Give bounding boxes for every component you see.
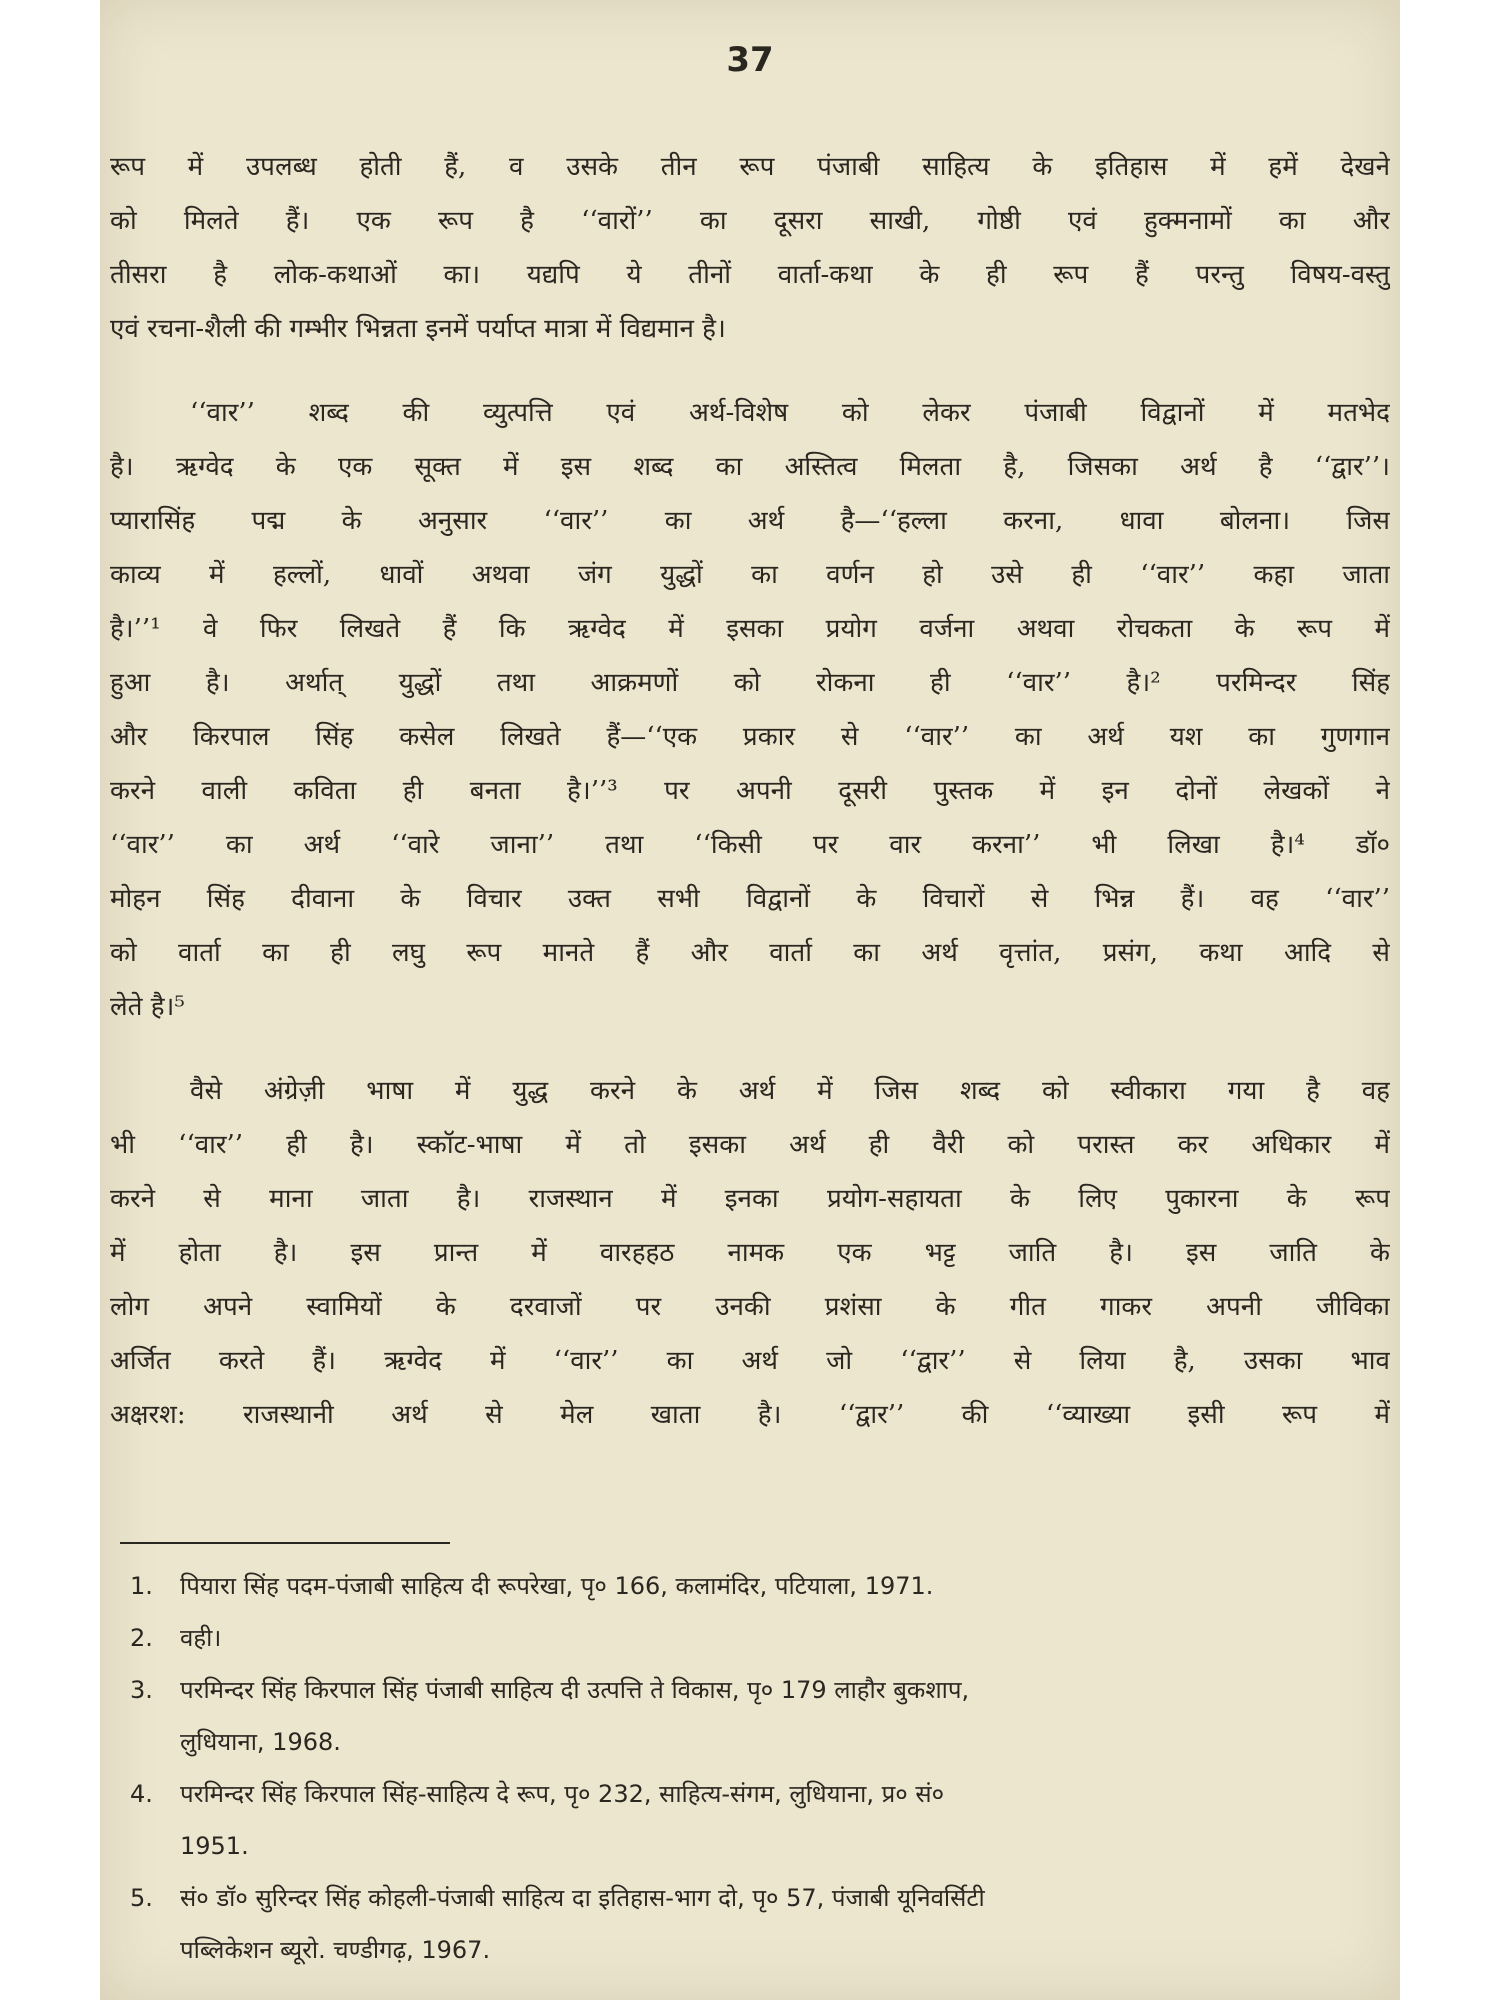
text-line: अर्जित करते हैं। ऋग्वेद में ‘‘वार’’ का अर्थ जो ‘‘द्वार’’ से लिया है, उसका भाव: [110, 1346, 1390, 1376]
footnote-number: 4.: [130, 1780, 153, 1808]
paragraph: [110, 386, 1390, 1034]
footnote: [130, 1768, 1400, 1872]
footnotes: [130, 1560, 1400, 1976]
footnote-text: परमिन्दर सिंह किरपाल सिंह पंजाबी साहित्य दी उत्पत्ति ते विकास, पृ० 179 लाहौर बुकशाप,: [180, 1676, 970, 1704]
footnote: [130, 1664, 1400, 1768]
text-line: करने वाली कविता ही बनता है।’’³ पर अपनी दूसरी पुस्तक में इन दोनों लेखकों ने: [110, 776, 1390, 806]
book-page: [100, 0, 1400, 2000]
page-number: 37: [726, 40, 774, 80]
text-line: को मिलते हैं। एक रूप है ‘‘वारों’’ का दूसरा साखी, गोष्ठी एवं हुक्मनामों का और: [110, 206, 1390, 236]
text-line: और किरपाल सिंह कसेल लिखते हैं—‘‘एक प्रकार से ‘‘वार’’ का अर्थ यश का गुणगान: [110, 722, 1390, 752]
text-line: है। ऋग्वेद के एक सूक्त में इस शब्द का अस्तित्व मिलता है, जिसका अर्थ है ‘‘द्वार’’।: [110, 452, 1390, 482]
footnote-divider: [120, 1542, 450, 1544]
text-line: तीसरा है लोक-कथाओं का। यद्यपि ये तीनों वार्ता-कथा के ही रूप हैं परन्तु विषय-वस्तु: [110, 260, 1390, 290]
text-line: रूप में उपलब्ध होती हैं, व उसके तीन रूप पंजाबी साहित्य के इतिहास में हमें देखने: [110, 152, 1390, 182]
footnote-number: 5.: [130, 1884, 153, 1912]
body-text: [110, 140, 1390, 1442]
footnote-text: लुधियाना, 1968.: [180, 1728, 341, 1756]
text-line: अक्षरश: राजस्थानी अर्थ से मेल खाता है। ‘‘द्वार’’ की ‘‘व्याख्या इसी रूप में: [110, 1400, 1390, 1430]
text-line: काव्य में हल्लों, धावों अथवा जंग युद्धों का वर्णन हो उसे ही ‘‘वार’’ कहा जाता: [110, 560, 1390, 590]
footnote-text: वही।: [180, 1624, 222, 1652]
footnote-text: पियारा सिंह पदम-पंजाबी साहित्य दी रूपरेखा, पृ० 166, कलामंदिर, पटियाला, 1971.: [180, 1572, 934, 1600]
text-line: ‘‘वार’’ शब्द की व्युत्पत्ति एवं अर्थ-विशेष को लेकर पंजाबी विद्वानों में मतभेद: [190, 398, 1390, 428]
paragraph: [110, 1064, 1390, 1442]
text-line: लेते है।⁵: [110, 992, 185, 1022]
text-line: को वार्ता का ही लघु रूप मानते हैं और वार्ता का अर्थ वृत्तांत, प्रसंग, कथा आदि से: [110, 938, 1390, 968]
footnote-number: 1.: [130, 1572, 153, 1600]
footnote-number: 3.: [130, 1676, 153, 1704]
paragraph: [110, 140, 1390, 356]
footnote-text: सं० डॉ० सुरिन्दर सिंह कोहली-पंजाबी साहित्य दा इतिहास-भाग दो, पृ० 57, पंजाबी यूनिवर्सिटी: [180, 1884, 985, 1912]
text-line: वैसे अंग्रेज़ी भाषा में युद्ध करने के अर्थ में जिस शब्द को स्वीकारा गया है वह: [190, 1076, 1390, 1106]
text-line: में होता है। इस प्रान्त में वारहहठ नामक एक भट्ट जाति है। इस जाति के: [110, 1238, 1390, 1268]
text-line: एवं रचना-शैली की गम्भीर भिन्नता इनमें पर्याप्त मात्रा में विद्यमान है।: [110, 314, 726, 344]
text-line: मोहन सिंह दीवाना के विचार उक्त सभी विद्वानों के विचारों से भिन्न हैं। वह ‘‘वार’’: [110, 884, 1390, 914]
text-line: हुआ है। अर्थात् युद्धों तथा आक्रमणों को रोकना ही ‘‘वार’’ है।² परमिन्दर सिंह: [110, 668, 1390, 698]
footnote: [130, 1612, 1400, 1664]
text-line: प्यारासिंह पद्म के अनुसार ‘‘वार’’ का अर्थ है—‘‘हल्ला करना, धावा बोलना। जिस: [110, 506, 1390, 536]
text-line: ‘‘वार’’ का अर्थ ‘‘वारे जाना’’ तथा ‘‘किसी पर वार करना’’ भी लिखा है।⁴ डॉ०: [110, 830, 1390, 860]
footnote: [130, 1872, 1400, 1976]
footnote-number: 2.: [130, 1624, 153, 1652]
text-line: है।’’¹ वे फिर लिखते हैं कि ऋग्वेद में इसका प्रयोग वर्जना अथवा रोचकता के रूप में: [110, 614, 1390, 644]
footnote-text: पब्लिकेशन ब्यूरो. चण्डीगढ़, 1967.: [180, 1936, 491, 1964]
text-line: लोग अपने स्वामियों के दरवाजों पर उनकी प्रशंसा के गीत गाकर अपनी जीविका: [110, 1292, 1390, 1322]
footnote: [130, 1560, 1400, 1612]
footnote-text: 1951.: [180, 1832, 249, 1860]
footnote-text: परमिन्दर सिंह किरपाल सिंह-साहित्य दे रूप, पृ० 232, साहित्य-संगम, लुधियाना, प्र० सं०: [180, 1780, 945, 1808]
text-line: करने से माना जाता है। राजस्थान में इनका प्रयोग-सहायता के लिए पुकारना के रूप: [110, 1184, 1390, 1214]
text-line: भी ‘‘वार’’ ही है। स्कॉट-भाषा में तो इसका अर्थ ही वैरी को परास्त कर अधिकार में: [110, 1130, 1390, 1160]
